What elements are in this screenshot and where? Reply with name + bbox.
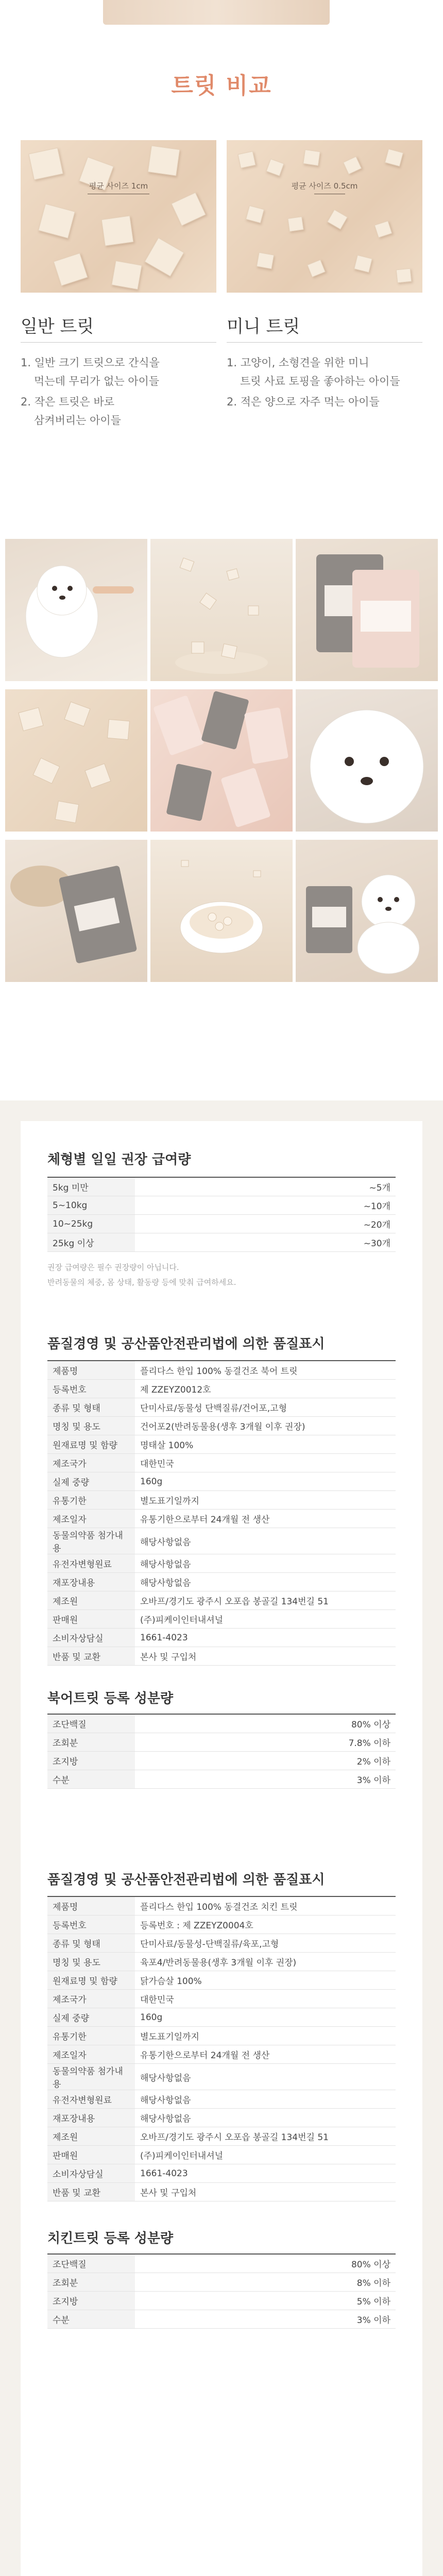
package-pattern-icon xyxy=(150,689,293,832)
regular-point-line: 2. 작은 트릿은 바로 xyxy=(21,396,115,408)
table-row xyxy=(47,1491,396,1510)
photo-treat-cubes xyxy=(5,689,147,832)
regular-divider xyxy=(21,342,216,343)
table-row xyxy=(47,1647,396,1666)
row-value: ~20개 xyxy=(135,1215,396,1233)
row-value: 80% 이상 xyxy=(135,1715,396,1733)
mini-size-label: 평균 사이즈 0.5cm xyxy=(291,181,358,191)
package-icon xyxy=(296,539,438,681)
row-label: 등록번호 xyxy=(47,1916,135,1934)
table-row xyxy=(47,1528,396,1554)
table-row xyxy=(47,1916,396,1934)
row-label: 5~10kg xyxy=(47,1196,135,1215)
regular-point-line: 1. 일반 크기 트릿으로 간식을 xyxy=(21,357,160,369)
dog-package-icon xyxy=(296,840,438,982)
row-label: 유전자변형원료 xyxy=(47,2090,135,2109)
falling-treats-icon xyxy=(150,539,293,681)
row-label: 조단백질 xyxy=(47,1715,135,1733)
table-row xyxy=(47,2164,396,2183)
row-value: 건어포2(반려동물용(생후 3개월 이후 권장) xyxy=(135,1417,396,1435)
photo-dog-eating-treat xyxy=(5,539,147,681)
row-value: 단미사료/동물성-단백질류/육포,고형 xyxy=(135,1934,396,1953)
table-row xyxy=(47,2183,396,2201)
quality1-table xyxy=(47,1361,396,1666)
row-label: 제품명 xyxy=(47,1361,135,1380)
table-row xyxy=(47,1178,396,1196)
row-label: 수분 xyxy=(47,1770,135,1789)
row-label: 25kg 이상 xyxy=(47,1233,135,1252)
mini-point-line: 트릿 사료 토핑을 좋아하는 아이들 xyxy=(240,375,400,387)
quality2-title: 품질경영 및 공산품안전관리법에 의한 품질표시 xyxy=(47,1872,325,1888)
table-row xyxy=(47,1934,396,1953)
regular-size-label: 평균 사이즈 1cm xyxy=(89,181,148,191)
row-label: 판매원 xyxy=(47,1610,135,1629)
row-label: 재포장내용 xyxy=(47,2109,135,2127)
table-row xyxy=(47,1233,396,1252)
row-label: 제조국가 xyxy=(47,1454,135,1472)
chicken-table xyxy=(47,2255,396,2329)
photo-dog-with-package xyxy=(296,840,438,982)
row-value: 2% 이하 xyxy=(135,1752,396,1770)
row-value: 해당사항없음 xyxy=(135,1573,396,1591)
mini-treat-photo xyxy=(227,140,422,293)
row-value: 명태살 100% xyxy=(135,1435,396,1454)
row-value: 5% 이하 xyxy=(135,2292,396,2310)
row-value: 육포4/반려동물용(생후 3개월 이후 권장) xyxy=(135,1953,396,1971)
row-value: 160g xyxy=(135,2008,396,2027)
regular-treat-photo xyxy=(21,140,216,293)
row-label: 유통기한 xyxy=(47,2027,135,2045)
table-row xyxy=(47,2146,396,2164)
row-label: 반품 및 교환 xyxy=(47,1647,135,1666)
table-row xyxy=(47,1215,396,1233)
table-row xyxy=(47,1752,396,1770)
row-value: (주)피케이인터내셔널 xyxy=(135,2146,396,2164)
table-row xyxy=(47,2027,396,2045)
table-row xyxy=(47,1733,396,1752)
row-label: 동물의약품 첨가내용 xyxy=(47,1528,135,1554)
table-row xyxy=(47,2310,396,2329)
photo-package-treats xyxy=(296,539,438,681)
row-value: 닭가슴살 100% xyxy=(135,1971,396,1990)
row-value: 단미사료/동물성 단백질류/건어포,고형 xyxy=(135,1398,396,1417)
row-label: 제조국가 xyxy=(47,1990,135,2008)
row-value: 본사 및 구입처 xyxy=(135,1647,396,1666)
table-row xyxy=(47,1510,396,1528)
row-value: 제 ZZEYZ0012호 xyxy=(135,1380,396,1398)
row-label: 동물의약품 첨가내용 xyxy=(47,2064,135,2090)
treat-cubes-icon xyxy=(5,689,147,832)
row-label: 소비자상담실 xyxy=(47,1629,135,1647)
mini-treat-title: 미니 트릿 xyxy=(227,316,300,337)
row-label: 명칭 및 용도 xyxy=(47,1953,135,1971)
table-row xyxy=(47,2045,396,2064)
regular-point-1 xyxy=(21,353,160,430)
photo-dog-closeup xyxy=(296,689,438,832)
table-row xyxy=(47,1196,396,1215)
row-value: 3% 이하 xyxy=(135,2310,396,2329)
feeding-note: 반려동물의 체중, 몸 상태, 활동량 등에 맞춰 급여하세요. xyxy=(47,1278,236,1287)
quality1-title: 품질경영 및 공산품안전관리법에 의한 품질표시 xyxy=(47,1336,325,1352)
table-row xyxy=(47,1897,396,1916)
row-label: 종류 및 형태 xyxy=(47,1398,135,1417)
row-value: 오바프/경기도 광주시 오포읍 봉골길 134번길 51 xyxy=(135,1591,396,1610)
row-value: 오바프/경기도 광주시 오포읍 봉골길 134번길 51 xyxy=(135,2127,396,2146)
row-value: 플리다스 한입 100% 동결건조 치킨 트릿 xyxy=(135,1897,396,1916)
table-row xyxy=(47,1361,396,1380)
feeding-title: 체형별 일일 권장 급여량 xyxy=(47,1152,191,1167)
row-value: 해당사항없음 xyxy=(135,2090,396,2109)
row-label: 원재료명 및 함량 xyxy=(47,1435,135,1454)
row-label: 제품명 xyxy=(47,1897,135,1916)
bugeo-title: 북어트릿 등록 성분량 xyxy=(47,1691,174,1706)
bowl-icon xyxy=(150,840,293,982)
table-row xyxy=(47,1380,396,1398)
row-value: 160g xyxy=(135,1472,396,1491)
table-row xyxy=(47,1610,396,1629)
row-value: 별도표기일까지 xyxy=(135,1491,396,1510)
table-row xyxy=(47,2292,396,2310)
photo-package-bowl xyxy=(5,840,147,982)
row-value: 본사 및 구입처 xyxy=(135,2183,396,2201)
row-label: 제조일자 xyxy=(47,1510,135,1528)
table-row xyxy=(47,1573,396,1591)
dog-face-icon xyxy=(296,689,438,832)
table-row xyxy=(47,1629,396,1647)
row-value: 3% 이하 xyxy=(135,1770,396,1789)
table-row xyxy=(47,1417,396,1435)
row-value: 해당사항없음 xyxy=(135,1528,396,1554)
mini-points xyxy=(227,353,400,411)
row-value: 유통기한으로부터 24개월 전 생산 xyxy=(135,1510,396,1528)
photo-treats-falling xyxy=(150,539,293,681)
table-row xyxy=(47,1953,396,1971)
row-label: 실제 중량 xyxy=(47,1472,135,1491)
table-row xyxy=(47,2008,396,2027)
row-value: 7.8% 이하 xyxy=(135,1733,396,1752)
feeding-table xyxy=(47,1178,396,1252)
row-label: 명칭 및 용도 xyxy=(47,1417,135,1435)
table-row xyxy=(47,2064,396,2090)
compare-title: 트릿 비교 xyxy=(171,73,272,99)
row-value: ~5개 xyxy=(135,1178,396,1196)
row-label: 10~25kg xyxy=(47,1215,135,1233)
row-label: 수분 xyxy=(47,2310,135,2329)
row-label: 5kg 미만 xyxy=(47,1178,135,1196)
feeding-note: 권장 급여량은 필수 권장량이 아닙니다. xyxy=(47,1263,179,1272)
row-value: 8% 이하 xyxy=(135,2273,396,2292)
row-value: 해당사항없음 xyxy=(135,1554,396,1573)
row-label: 유통기한 xyxy=(47,1491,135,1510)
mini-point-line: 2. 적은 양으로 자주 먹는 아이들 xyxy=(227,396,380,408)
dog-icon xyxy=(5,539,147,681)
table-row xyxy=(47,1715,396,1733)
row-label: 소비자상담실 xyxy=(47,2164,135,2183)
row-label: 조회분 xyxy=(47,1733,135,1752)
table-row xyxy=(47,1971,396,1990)
regular-treat-title: 일반 트릿 xyxy=(21,316,94,337)
table-row xyxy=(47,1398,396,1417)
feeding-notes xyxy=(47,1260,236,1290)
row-label: 조지방 xyxy=(47,1752,135,1770)
table-row xyxy=(47,2109,396,2127)
row-label: 판매원 xyxy=(47,2146,135,2164)
table-row xyxy=(47,2090,396,2109)
bugeo-table xyxy=(47,1715,396,1789)
table-row xyxy=(47,2127,396,2146)
row-value: 대한민국 xyxy=(135,1990,396,2008)
row-label: 조회분 xyxy=(47,2273,135,2292)
table-row xyxy=(47,1472,396,1491)
row-value: ~30개 xyxy=(135,1233,396,1252)
row-value: 80% 이상 xyxy=(135,2255,396,2273)
row-label: 재포장내용 xyxy=(47,1573,135,1591)
mini-divider xyxy=(227,342,422,343)
regular-point-line: 삼켜버리는 아이들 xyxy=(34,414,121,427)
mini-point-line: 1. 고양이, 소형견을 위한 미니 xyxy=(227,357,369,369)
photo-packages-pattern xyxy=(150,689,293,832)
row-label: 제조원 xyxy=(47,2127,135,2146)
table-row xyxy=(47,1591,396,1610)
table-row xyxy=(47,2273,396,2292)
top-product-photo xyxy=(103,0,330,25)
row-value: 해당사항없음 xyxy=(135,2064,396,2090)
row-value: 대한민국 xyxy=(135,1454,396,1472)
photo-bowl-treats xyxy=(150,840,293,982)
chicken-title: 치킨트릿 등록 성분량 xyxy=(47,2231,174,2246)
row-value: 1661-4023 xyxy=(135,2164,396,2183)
row-label: 유전자변형원료 xyxy=(47,1554,135,1573)
top-strip xyxy=(0,0,443,26)
regular-point-line: 먹는데 무리가 없는 아이들 xyxy=(34,375,160,387)
table-row xyxy=(47,1435,396,1454)
table-row xyxy=(47,1770,396,1789)
row-label: 조지방 xyxy=(47,2292,135,2310)
row-value: 해당사항없음 xyxy=(135,2109,396,2127)
row-label: 등록번호 xyxy=(47,1380,135,1398)
package-bowl-icon xyxy=(5,840,147,982)
row-value: 플리다스 한입 100% 동결건조 북어 트릿 xyxy=(135,1361,396,1380)
row-label: 실제 중량 xyxy=(47,2008,135,2027)
quality2-table xyxy=(47,1897,396,2201)
table-row xyxy=(47,1990,396,2008)
row-value: 유통기한으로부터 24개월 전 생산 xyxy=(135,2045,396,2064)
row-label: 조단백질 xyxy=(47,2255,135,2273)
row-value: 별도표기일까지 xyxy=(135,2027,396,2045)
row-label: 원재료명 및 함량 xyxy=(47,1971,135,1990)
table-row xyxy=(47,1454,396,1472)
row-value: ~10개 xyxy=(135,1196,396,1215)
row-value: 등록번호 : 제 ZZEYZ0004호 xyxy=(135,1916,396,1934)
row-value: 1661-4023 xyxy=(135,1629,396,1647)
table-row xyxy=(47,1554,396,1573)
row-label: 제조일자 xyxy=(47,2045,135,2064)
row-label: 반품 및 교환 xyxy=(47,2183,135,2201)
row-label: 제조원 xyxy=(47,1591,135,1610)
row-value: (주)피케이인터내셔널 xyxy=(135,1610,396,1629)
table-row xyxy=(47,2255,396,2273)
row-label: 종류 및 형태 xyxy=(47,1934,135,1953)
